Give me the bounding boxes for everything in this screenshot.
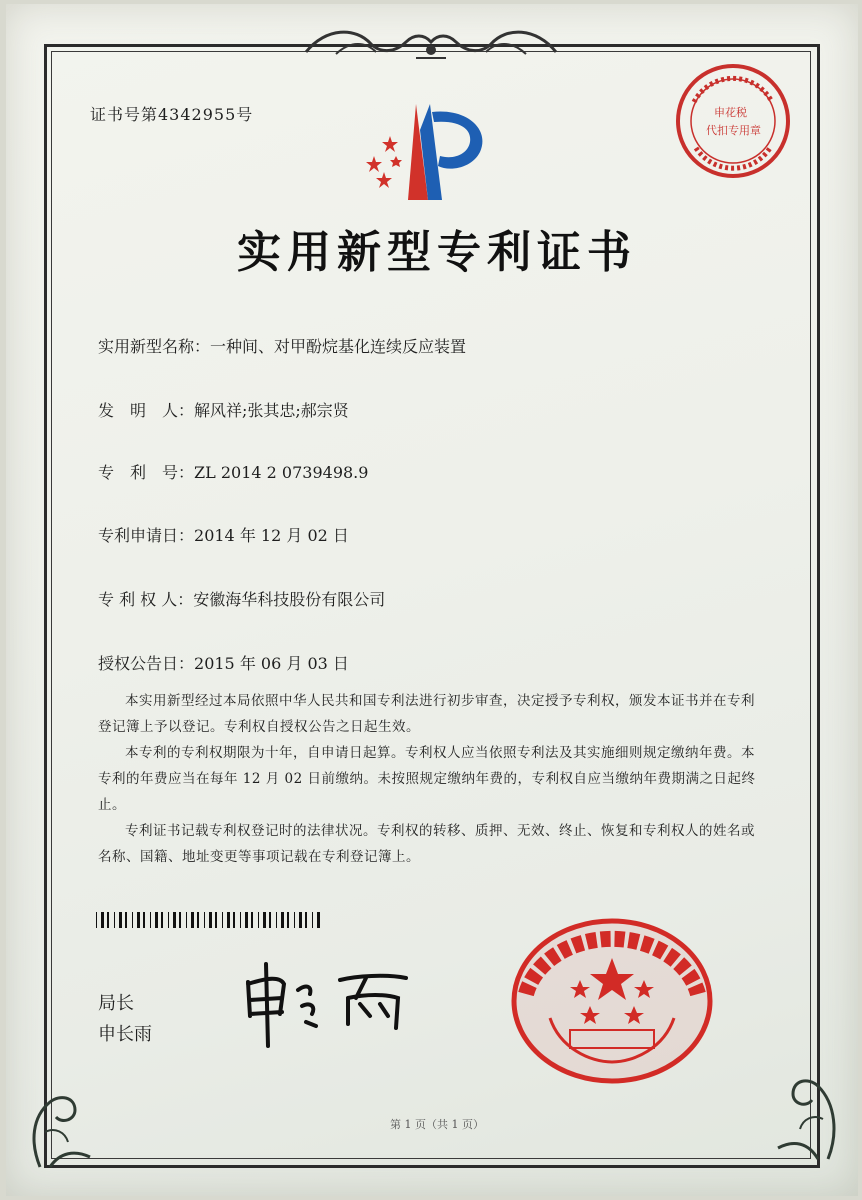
barcode-bar <box>258 912 259 928</box>
barcode-bar <box>101 912 104 928</box>
field-value: 2015 年 06 月 03 日 <box>194 654 349 673</box>
svg-text:申花税: 申花税 <box>714 107 747 119</box>
page-number: 第 1 页（共 1 页） <box>390 1118 484 1131</box>
barcode-bar <box>240 912 241 928</box>
barcode-bar <box>209 912 212 928</box>
barcode-bar <box>294 912 295 928</box>
field-value: 2014 年 12 月 02 日 <box>194 526 349 545</box>
barcode-bar <box>251 912 253 928</box>
barcode-bar <box>96 912 97 928</box>
field-value: 解风祥;张其忠;郝宗贤 <box>194 401 349 420</box>
bottom-right-ornament-icon <box>758 1044 848 1164</box>
barcode-bar <box>186 912 187 928</box>
field-value: 安徽海华科技股份有限公司 <box>193 590 386 609</box>
barcode-bar <box>161 912 163 928</box>
barcode-bar <box>312 912 313 928</box>
certificate-number: 证书号第4342955号 <box>90 105 254 124</box>
svg-text:代扣专用章: 代扣专用章 <box>706 125 761 137</box>
barcode-bar <box>204 912 205 928</box>
body-paragraph: 专利证书记载专利权登记时的法律状况。专利权的转移、质押、无效、终止、恢复和专利权人的姓名或名称、国籍、地址变更等事项记载在专利登记簿上。 <box>98 823 755 865</box>
barcode-bar <box>281 912 284 928</box>
barcode-bar <box>222 912 223 928</box>
barcode-bar <box>287 912 289 928</box>
body-paragraph: 本专利的专利权期限为十年，自申请日起算。专利权人应当依照专利法及其实施细则规定缴纳年费。本专利的年费应当在每年 12 月 02 日前缴纳。未按照规定缴纳年费的，专利权自应当缴纳年费期满之日起终止。 <box>98 745 756 813</box>
signature-icon <box>236 954 436 1054</box>
field-label: 实用新型名称： <box>98 337 211 356</box>
barcode-bar <box>227 912 230 928</box>
barcode-bar <box>263 912 266 928</box>
barcode-bar <box>168 912 169 928</box>
field-application-date <box>98 523 349 546</box>
barcode-bar <box>245 912 248 928</box>
body-paragraph: 本实用新型经过本局依照中华人民共和国专利法进行初步审查，决定授予专利权，颁发本证书并在专利登记簿上予以登记。专利权自授权公告之日起生效。 <box>98 693 755 735</box>
barcode-bar <box>150 912 151 928</box>
director-title: 局长 <box>98 993 134 1014</box>
barcode-bar <box>137 912 140 928</box>
field-patentee <box>98 587 385 610</box>
barcode-bar <box>305 912 307 928</box>
barcode-bar <box>317 912 320 928</box>
barcode-bar <box>114 912 115 928</box>
barcode-bar <box>299 912 302 928</box>
official-seal-icon <box>510 918 714 1084</box>
field-patent-number <box>98 460 368 483</box>
barcode-bar <box>197 912 199 928</box>
certificate-body <box>98 688 758 870</box>
top-ornament-icon <box>296 22 566 64</box>
barcode-bar <box>269 912 271 928</box>
barcode-bar <box>233 912 235 928</box>
barcode-bar <box>119 912 122 928</box>
barcode-bar <box>107 912 109 928</box>
field-inventors <box>98 398 349 421</box>
barcode-bar <box>143 912 145 928</box>
barcode-bar <box>191 912 194 928</box>
field-label: 专 利 权 人： <box>98 590 194 609</box>
field-value: ZL 2014 2 0739498.9 <box>194 463 369 482</box>
barcode-bar <box>179 912 181 928</box>
barcode-bar <box>125 912 127 928</box>
field-label: 授权公告日： <box>98 654 195 673</box>
field-utility-model-name <box>98 334 466 357</box>
patent-office-logo-icon <box>358 100 498 210</box>
barcode-bar <box>215 912 217 928</box>
barcode-bar <box>173 912 176 928</box>
certificate-title: 实用新型专利证书 <box>237 227 637 278</box>
agency-stamp-icon <box>674 62 792 180</box>
barcode-bar <box>276 912 277 928</box>
barcode-bar <box>155 912 158 928</box>
field-label: 专 利 号： <box>98 463 195 482</box>
field-label: 发 明 人： <box>98 401 195 420</box>
field-value: 一种间、对甲酚烷基化连续反应装置 <box>210 337 467 356</box>
barcode-icon <box>96 912 320 928</box>
barcode-bar <box>132 912 133 928</box>
field-grant-date <box>98 651 349 674</box>
certificate-sheet <box>6 4 858 1196</box>
field-label: 专利申请日： <box>98 526 195 545</box>
director-name: 申长雨 <box>98 1024 152 1045</box>
